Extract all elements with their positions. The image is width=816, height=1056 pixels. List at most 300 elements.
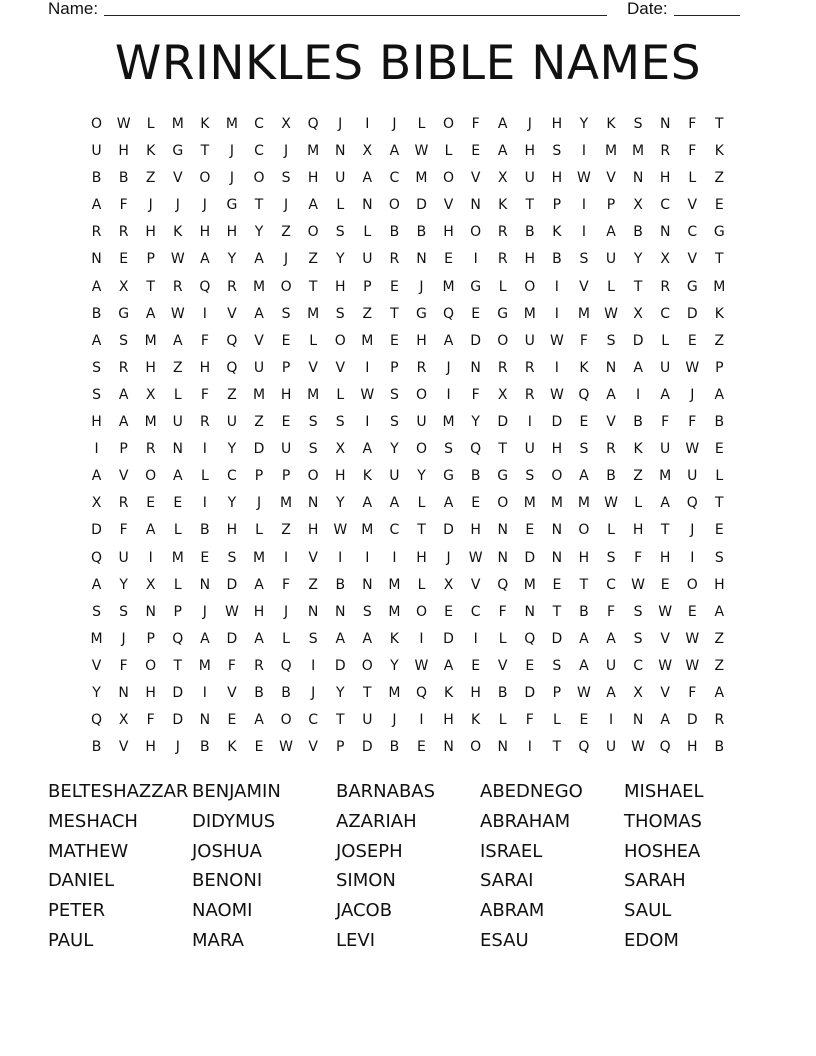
grid-letter: O [361, 657, 373, 674]
grid-letter: Z [145, 170, 156, 187]
grid-letter: B [552, 251, 562, 268]
grid-letter: F [119, 657, 128, 674]
grid-letter: A [200, 630, 210, 647]
grid-letter: V [687, 251, 698, 268]
grid-letter: H [199, 224, 211, 241]
grid-row [83, 707, 733, 734]
grid-letter: P [281, 359, 291, 376]
grid-letter: E [714, 522, 724, 539]
grid-letter: V [470, 170, 481, 187]
grid-letter: S [714, 549, 724, 566]
grid-letter: G [416, 305, 427, 322]
grid-row [83, 599, 733, 626]
grid-letter: R [118, 224, 129, 241]
grid-letter: S [389, 414, 399, 431]
grid-letter: M [523, 495, 536, 512]
word-bank-item: ESAU [480, 929, 529, 951]
grid-letter: W [604, 305, 618, 322]
grid-letter: S [119, 603, 129, 620]
word-bank-item: JOSHUA [192, 840, 262, 862]
grid-letter: O [497, 332, 509, 349]
grid-letter: F [579, 332, 588, 349]
grid-letter: H [443, 712, 454, 729]
grid-letter: H [416, 332, 427, 349]
name-label: Name: [48, 0, 99, 18]
grid-row [83, 436, 733, 463]
grid-letter: Y [417, 468, 426, 485]
grid-letter: E [687, 332, 697, 349]
grid-letter: U [660, 359, 671, 376]
grid-letter: V [118, 468, 129, 485]
grid-letter: N [307, 603, 319, 620]
grid-letter: A [443, 657, 454, 674]
grid-letter: R [118, 359, 129, 376]
grid-letter: S [92, 386, 101, 403]
grid-letter: T [146, 278, 155, 295]
grid-letter: V [579, 278, 589, 295]
grid-letter: E [714, 441, 724, 458]
grid-letter: G [172, 143, 184, 160]
grid-letter: S [552, 143, 562, 160]
grid-letter: R [389, 251, 400, 268]
grid-letter: B [91, 305, 102, 322]
grid-row [83, 734, 733, 761]
grid-letter: P [254, 468, 264, 485]
grid-letter: I [554, 278, 559, 295]
grid-letter: B [335, 576, 346, 593]
grid-letter: D [226, 576, 238, 593]
grid-letter: B [200, 522, 210, 539]
grid-letter: H [226, 224, 238, 241]
grid-letter: I [365, 116, 370, 132]
grid-letter: S [308, 414, 318, 431]
grid-letter: X [335, 441, 346, 458]
grid-letter: X [118, 278, 129, 295]
grid-letter: E [173, 495, 183, 512]
grid-letter: O [470, 224, 482, 241]
grid-letter: C [633, 657, 643, 674]
grid-letter: O [307, 468, 319, 485]
grid-letter: U [91, 143, 102, 160]
grid-letter: N [497, 522, 508, 539]
grid-letter: K [362, 468, 372, 485]
grid-letter: A [660, 495, 670, 512]
grid-letter: V [227, 305, 237, 322]
grid-letter: O [415, 603, 427, 620]
grid-letter: P [336, 739, 345, 756]
grid-letter: N [632, 712, 644, 729]
grid-letter: B [91, 170, 102, 187]
word-bank-item: BARNABAS [336, 781, 436, 802]
grid-letter: U [524, 170, 535, 187]
grid-letter: H [632, 522, 644, 539]
word-bank-row [48, 897, 788, 927]
grid-letter: Q [470, 441, 482, 458]
grid-letter: I [202, 441, 207, 458]
word-bank-item: SARAH [624, 870, 686, 892]
grid-letter: O [145, 657, 157, 674]
word-bank-row [48, 778, 788, 808]
grid-letter: A [660, 386, 670, 403]
grid-letter: B [633, 414, 643, 431]
grid-letter: S [444, 441, 453, 458]
grid-letter: S [552, 657, 562, 674]
grid-letter: X [281, 116, 291, 132]
grid-letter: Y [390, 657, 399, 674]
grid-letter: H [253, 603, 265, 620]
grid-letter: O [199, 170, 211, 187]
grid-letter: R [172, 278, 183, 295]
grid-letter: Q [199, 278, 211, 295]
grid-letter: V [91, 657, 102, 674]
grid-letter: I [202, 305, 207, 322]
grid-row [83, 192, 733, 219]
grid-letter: L [146, 116, 155, 132]
grid-letter: P [119, 441, 128, 458]
grid-letter: E [444, 251, 453, 268]
grid-letter: H [659, 549, 671, 566]
grid-letter: Q [307, 116, 319, 132]
grid-letter: M [550, 495, 563, 512]
grid-letter: S [92, 603, 101, 620]
grid-letter: Y [335, 684, 345, 701]
grid-row [83, 328, 733, 355]
grid-letter: J [446, 359, 451, 376]
grid-letter: M [388, 684, 401, 701]
grid-letter: B [91, 739, 102, 756]
grid-letter: N [335, 143, 346, 160]
grid-letter: C [254, 143, 264, 160]
grid-letter: D [524, 549, 536, 566]
grid-letter: T [715, 495, 724, 512]
grid-letter: P [390, 359, 399, 376]
grid-letter: J [175, 197, 180, 214]
grid-letter: N [199, 712, 211, 729]
grid-letter: S [389, 386, 399, 403]
grid-letter: E [119, 251, 129, 268]
grid-letter: M [90, 630, 103, 647]
grid-letter: H [551, 441, 563, 458]
grid-letter: L [607, 278, 615, 295]
grid-letter: W [685, 630, 700, 647]
grid-letter: B [524, 224, 535, 241]
grid-letter: C [470, 603, 481, 620]
grid-letter: Y [119, 576, 128, 593]
grid-letter: L [363, 224, 372, 241]
grid-letter: A [443, 332, 454, 349]
grid-letter: P [606, 197, 616, 214]
grid-letter: H [145, 359, 156, 376]
grid-letter: M [144, 332, 157, 349]
grid-letter: X [118, 712, 129, 729]
grid-letter: A [254, 712, 264, 729]
grid-letter: V [660, 630, 670, 647]
grid-letter: T [525, 197, 535, 214]
grid-letter: W [685, 441, 700, 458]
grid-letter: N [497, 549, 508, 566]
grid-letter: D [551, 414, 563, 431]
name-blank-line [104, 15, 607, 16]
grid-letter: M [307, 143, 320, 160]
grid-letter: L [309, 332, 318, 349]
grid-letter: K [389, 630, 399, 647]
date-label: Date: [627, 0, 668, 18]
grid-letter: N [307, 495, 319, 512]
grid-letter: J [311, 684, 316, 701]
grid-letter: R [606, 441, 616, 458]
grid-letter: S [579, 441, 589, 458]
grid-letter: C [389, 522, 400, 539]
grid-letter: X [633, 305, 643, 322]
grid-letter: M [388, 576, 401, 593]
grid-letter: H [145, 684, 156, 701]
word-bank-item: ABRAHAM [480, 810, 571, 832]
grid-letter: M [361, 332, 374, 349]
grid-letter: S [119, 332, 129, 349]
grid-letter: B [633, 224, 643, 241]
grid-letter: I [473, 251, 478, 268]
grid-letter: D [443, 522, 454, 539]
grid-letter: L [634, 495, 642, 512]
grid-letter: F [688, 414, 697, 431]
grid-letter: H [578, 549, 590, 566]
grid-letter: L [688, 170, 697, 187]
grid-letter: A [362, 630, 373, 647]
grid-letter: I [554, 305, 559, 322]
grid-letter: M [659, 468, 672, 485]
grid-letter: L [552, 712, 561, 729]
grid-letter: R [227, 278, 237, 295]
grid-letter: H [551, 170, 563, 187]
grid-letter: A [606, 630, 616, 647]
grid-letter: C [660, 197, 671, 214]
grid-letter: Z [254, 414, 264, 431]
grid-letter: E [471, 495, 481, 512]
grid-letter: X [145, 576, 156, 593]
grid-letter: T [579, 576, 589, 593]
grid-letter: E [227, 712, 237, 729]
grid-letter: S [633, 603, 643, 620]
grid-letter: D [524, 684, 536, 701]
word-bank-item: DIDYMUS [192, 810, 276, 832]
grid-letter: R [118, 495, 129, 512]
grid-letter: Q [415, 684, 427, 701]
grid-letter: A [714, 603, 725, 620]
word-bank-row [48, 927, 788, 957]
grid-letter: B [118, 170, 129, 187]
grid-letter: E [579, 414, 589, 431]
grid-letter: I [94, 441, 99, 458]
grid-letter: B [281, 684, 291, 701]
grid-letter: W [658, 603, 673, 620]
grid-letter: H [416, 549, 427, 566]
grid-row [83, 409, 733, 436]
grid-row [83, 517, 733, 544]
grid-letter: V [254, 332, 264, 349]
grid-letter: D [253, 441, 265, 458]
grid-letter: B [254, 684, 264, 701]
grid-letter: W [549, 332, 564, 349]
grid-letter: I [284, 549, 289, 566]
grid-letter: F [282, 576, 291, 593]
grid-letter: Q [91, 549, 103, 566]
grid-letter: W [414, 657, 429, 674]
grid-letter: K [227, 739, 237, 756]
grid-letter: O [280, 278, 292, 295]
grid-letter: U [605, 739, 617, 756]
grid-letter: J [392, 116, 397, 132]
grid-letter: J [690, 386, 695, 403]
grid-letter: W [658, 657, 673, 674]
grid-letter: L [336, 197, 345, 214]
grid-letter: L [417, 495, 426, 512]
grid-letter: W [549, 386, 564, 403]
grid-letter: K [471, 712, 481, 729]
grid-letter: E [525, 522, 535, 539]
grid-letter: S [335, 414, 345, 431]
grid-letter: R [254, 657, 264, 674]
grid-letter: V [497, 657, 508, 674]
grid-letter: J [284, 251, 289, 268]
grid-letter: Z [281, 224, 291, 241]
grid-letter: H [307, 522, 319, 539]
grid-row [83, 165, 733, 192]
grid-letter: J [284, 143, 289, 160]
grid-letter: D [632, 332, 644, 349]
grid-letter: D [551, 630, 563, 647]
grid-letter: O [686, 576, 698, 593]
grid-letter: W [631, 576, 646, 593]
grid-letter: A [145, 305, 156, 322]
grid-letter: E [200, 549, 210, 566]
grid-letter: A [254, 576, 264, 593]
grid-letter: A [91, 332, 102, 349]
grid-letter: R [497, 224, 508, 241]
grid-letter: D [226, 630, 238, 647]
grid-letter: X [497, 386, 508, 403]
grid-letter: Y [227, 495, 237, 512]
grid-letter: T [363, 684, 372, 701]
grid-letter: M [171, 549, 184, 566]
grid-letter: C [389, 170, 400, 187]
grid-letter: I [419, 630, 424, 647]
puzzle-title: WRINKLES BIBLE NAMES [114, 36, 702, 91]
grid-letter: M [523, 576, 536, 593]
grid-letter: R [660, 278, 671, 295]
grid-letter: A [335, 630, 346, 647]
grid-letter: H [334, 278, 346, 295]
grid-letter: J [284, 603, 289, 620]
grid-letter: C [660, 305, 671, 322]
grid-letter: F [227, 657, 236, 674]
grid-letter: A [579, 630, 589, 647]
grid-letter: D [91, 522, 102, 539]
grid-letter: A [660, 712, 670, 729]
grid-letter: F [634, 549, 643, 566]
word-bank-item: THOMAS [624, 810, 702, 832]
grid-letter: Z [281, 522, 291, 539]
grid-letter: W [631, 739, 646, 756]
word-bank-item: BENJAMIN [192, 781, 281, 802]
grid-letter: A [714, 684, 725, 701]
grid-letter: M [280, 495, 293, 512]
grid-letter: P [552, 684, 562, 701]
grid-letter: N [524, 603, 536, 620]
grid-letter: E [281, 332, 291, 349]
grid-letter: L [444, 143, 453, 160]
grid-row [83, 246, 733, 273]
grid-letter: V [308, 549, 318, 566]
grid-letter: A [362, 441, 373, 458]
grid-letter: D [361, 739, 373, 756]
grid-letter: F [119, 522, 128, 539]
grid-letter: L [417, 116, 426, 132]
grid-letter: L [336, 386, 345, 403]
word-bank-item: MISHAEL [624, 781, 704, 802]
grid-letter: I [527, 414, 532, 431]
grid-letter: L [661, 332, 670, 349]
grid-letter: N [551, 549, 563, 566]
grid-letter: R [524, 359, 535, 376]
grid-letter: N [416, 251, 427, 268]
grid-letter: J [392, 712, 397, 729]
grid-letter: K [579, 359, 589, 376]
grid-letter: E [254, 739, 264, 756]
grid-letter: M [198, 657, 211, 674]
grid-letter: S [525, 468, 535, 485]
grid-letter: M [171, 116, 184, 132]
grid-letter: M [252, 386, 266, 403]
grid-letter: D [470, 332, 482, 349]
grid-letter: M [442, 414, 455, 431]
grid-letter: S [308, 441, 318, 458]
grid-letter: S [227, 549, 237, 566]
word-bank-item: DANIEL [48, 870, 115, 892]
grid-letter: W [685, 359, 700, 376]
word-bank-item: ABRAM [480, 900, 545, 922]
word-bank-item: ISRAEL [480, 840, 543, 862]
grid-letter: V [606, 414, 616, 431]
grid-letter: Y [227, 251, 237, 268]
grid-letter: M [604, 143, 618, 160]
word-bank-row [48, 867, 788, 897]
grid-letter: B [200, 739, 210, 756]
grid-letter: N [362, 576, 373, 593]
grid-letter: K [200, 116, 210, 132]
grid-letter: L [173, 386, 182, 403]
grid-letter: N [497, 739, 508, 756]
grid-letter: H [280, 386, 292, 403]
grid-letter: W [577, 684, 591, 701]
grid-letter: T [254, 197, 264, 214]
grid-letter: L [498, 712, 507, 729]
grid-letter: U [172, 414, 183, 431]
grid-letter: M [307, 386, 320, 403]
grid-letter: X [443, 576, 454, 593]
grid-letter: V [335, 359, 346, 376]
grid-letter: B [714, 739, 725, 756]
grid-letter: T [660, 522, 670, 539]
grid-letter: J [121, 630, 126, 647]
grid-letter: I [446, 386, 451, 403]
grid-letter: A [91, 278, 102, 295]
grid-letter: E [471, 143, 481, 160]
grid-letter: G [497, 305, 509, 322]
grid-letter: Q [659, 739, 671, 756]
grid-letter: F [688, 684, 697, 701]
word-bank-row [48, 808, 788, 838]
word-bank-item: HOSHEA [624, 840, 701, 862]
